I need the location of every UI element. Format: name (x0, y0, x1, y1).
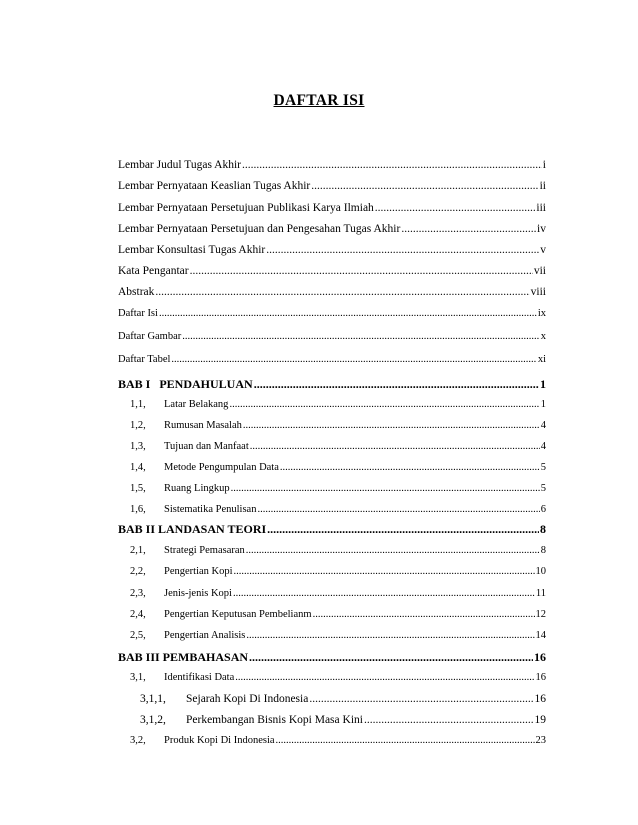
toc-number: 3,1,1, (140, 693, 166, 705)
toc-page: 10 (535, 566, 546, 577)
toc-leader (401, 221, 536, 237)
toc-entry-1-1[interactable] (130, 397, 546, 413)
toc-leader (375, 200, 536, 216)
toc-leader (280, 460, 540, 476)
toc-leader (364, 712, 534, 728)
toc-page: 16 (534, 693, 546, 705)
toc-page: vii (533, 265, 546, 277)
toc-leader (309, 691, 533, 707)
toc-entry-3-2[interactable] (130, 733, 546, 749)
toc-page: 14 (535, 630, 546, 641)
toc-leader (233, 586, 535, 602)
toc-leader (235, 670, 534, 686)
toc-label: Perkembangan Bisnis Kopi Masa Kini (186, 714, 363, 726)
toc-page: 6 (540, 504, 546, 515)
toc-label: Abstrak (118, 286, 155, 298)
toc-page: 4 (540, 441, 546, 452)
toc-page: 1 (540, 377, 546, 391)
toc-label: Ruang Lingkup (164, 483, 230, 494)
toc-label: Lembar Pernyataan Persetujuan Publikasi Karya Ilmiah (118, 202, 374, 214)
toc-label: Daftar Gambar (118, 331, 182, 342)
toc-number: 2,1, (130, 545, 146, 556)
toc-label: BAB II LANDASAN TEORI (118, 522, 267, 536)
toc-label: Lembar Pernyataan Keaslian Tugas Akhir (118, 180, 311, 192)
toc-page: 5 (540, 462, 546, 473)
toc-entry-pengesahan[interactable] (118, 221, 546, 237)
toc-entry-daftar-tabel[interactable] (118, 352, 546, 368)
toc-leader (276, 733, 535, 749)
toc-number: 1,1, (130, 399, 146, 410)
toc-page: xi (537, 354, 546, 365)
toc-leader (249, 649, 533, 665)
toc-label: Pengertian Analisis (164, 630, 246, 641)
toc-entry-2-3[interactable] (130, 586, 546, 602)
toc-chapter-bab-1[interactable] (118, 376, 546, 392)
toc-entry-2-4[interactable] (130, 607, 546, 623)
toc-page: iii (536, 202, 546, 214)
toc-entry-abstrak[interactable] (118, 284, 546, 300)
toc-leader (155, 284, 529, 300)
toc-entry-2-5[interactable] (130, 628, 546, 644)
toc-number: 2,2, (130, 566, 146, 577)
toc-entry-3-1[interactable] (130, 670, 546, 686)
toc-label: Lembar Pernyataan Persetujuan dan Pengesahan Tugas Akhir (118, 223, 401, 235)
toc-number: 1,2, (130, 420, 146, 431)
toc-page: 12 (535, 609, 546, 620)
toc-leader (266, 242, 539, 258)
toc-leader (231, 481, 540, 497)
toc-label: Tujuan dan Manfaat (164, 441, 249, 452)
toc-entry-konsultasi[interactable] (118, 242, 546, 258)
toc-label: Sistematika Penulisan (164, 504, 257, 515)
toc-leader (234, 564, 535, 580)
toc-page: ii (539, 180, 546, 192)
toc-label: Sejarah Kopi Di Indonesia (186, 693, 309, 705)
toc-label: Daftar Tabel (118, 354, 171, 365)
toc-number: 2,5, (130, 630, 146, 641)
toc-page: 4 (540, 420, 546, 431)
toc-page: ix (537, 308, 546, 319)
toc-label: Lembar Judul Tugas Akhir (118, 159, 241, 171)
toc-entry-1-2[interactable] (130, 418, 546, 434)
toc-label: Pengertian Kopi (164, 566, 233, 577)
toc-label: Strategi Pemasaran (164, 545, 245, 556)
toc-label: Rumusan Masalah (164, 420, 242, 431)
toc-label: Kata Pengantar (118, 265, 189, 277)
toc-leader (267, 521, 539, 537)
toc-leader (246, 543, 540, 559)
toc-page: 8 (540, 545, 546, 556)
toc-leader (242, 157, 542, 173)
toc-number: 2,4, (130, 609, 146, 620)
toc-page: 1 (540, 399, 546, 410)
toc-entry-publikasi[interactable] (118, 200, 546, 216)
toc-label: Pengertian Keputusan Pembelianm (164, 609, 312, 620)
toc-label: BAB III PEMBAHASAN (118, 650, 249, 664)
toc-entry-1-4[interactable] (130, 460, 546, 476)
toc-label: Produk Kopi Di Indonesia (164, 735, 275, 746)
toc-leader (171, 352, 536, 368)
toc-chapter-bab-2[interactable] (118, 521, 546, 537)
toc-entry-3-1-1[interactable] (140, 691, 546, 707)
toc-entry-kata-pengantar[interactable] (118, 263, 546, 279)
toc-number: 1,4, (130, 462, 146, 473)
toc-chapter-bab-3[interactable] (118, 649, 546, 665)
toc-number: 2,3, (130, 588, 146, 599)
toc-page: 19 (534, 714, 546, 726)
toc-entry-keaslian[interactable] (118, 178, 546, 194)
toc-label: Daftar Isi (118, 308, 158, 319)
toc-entry-daftar-isi[interactable] (118, 306, 546, 322)
toc-entry-3-1-2[interactable] (140, 712, 546, 728)
toc-label: Metode Pengumpulan Data (164, 462, 279, 473)
toc-leader (229, 397, 539, 413)
toc-leader (190, 263, 533, 279)
toc-label: BAB I PENDAHULUAN (118, 377, 253, 391)
toc-label: Jenis-jenis Kopi (164, 588, 232, 599)
toc-page: viii (530, 286, 546, 298)
toc-entry-2-2[interactable] (130, 564, 546, 580)
toc-number: 1,5, (130, 483, 146, 494)
toc-leader (311, 178, 538, 194)
toc-entry-daftar-gambar[interactable] (118, 329, 546, 345)
toc-number: 3,1, (130, 672, 146, 683)
toc-leader (243, 418, 540, 434)
toc-page: 23 (535, 735, 546, 746)
toc-number: 3,1,2, (140, 714, 166, 726)
toc-entry-judul[interactable] (118, 157, 546, 173)
toc-page: 11 (535, 588, 546, 599)
toc-page: v (540, 244, 546, 256)
toc-page: i (542, 159, 546, 171)
toc-label: Lembar Konsultasi Tugas Akhir (118, 244, 266, 256)
toc-leader (254, 376, 539, 392)
toc-entry-1-6[interactable] (130, 502, 546, 518)
toc-number: 1,3, (130, 441, 146, 452)
toc-page: x (540, 331, 546, 342)
toc-entry-2-1[interactable] (130, 543, 546, 559)
toc-number: 1,6, (130, 504, 146, 515)
toc-leader (250, 439, 540, 455)
toc-page: 5 (540, 483, 546, 494)
toc-leader (159, 306, 537, 322)
toc-label: Identifikasi Data (164, 672, 235, 683)
toc-label: Latar Belakang (164, 399, 229, 410)
toc-page: iv (537, 223, 546, 235)
toc-page: 16 (535, 672, 546, 683)
toc-entry-1-3[interactable] (130, 439, 546, 455)
toc-page: 16 (534, 650, 546, 664)
toc-leader (182, 329, 539, 345)
page-title: DAFTAR ISI (273, 92, 365, 109)
toc-leader (246, 628, 534, 644)
toc-number: 3,2, (130, 735, 146, 746)
toc-page: 8 (540, 522, 546, 536)
toc-leader (313, 607, 535, 623)
toc-entry-1-5[interactable] (130, 481, 546, 497)
toc-leader (257, 502, 539, 518)
